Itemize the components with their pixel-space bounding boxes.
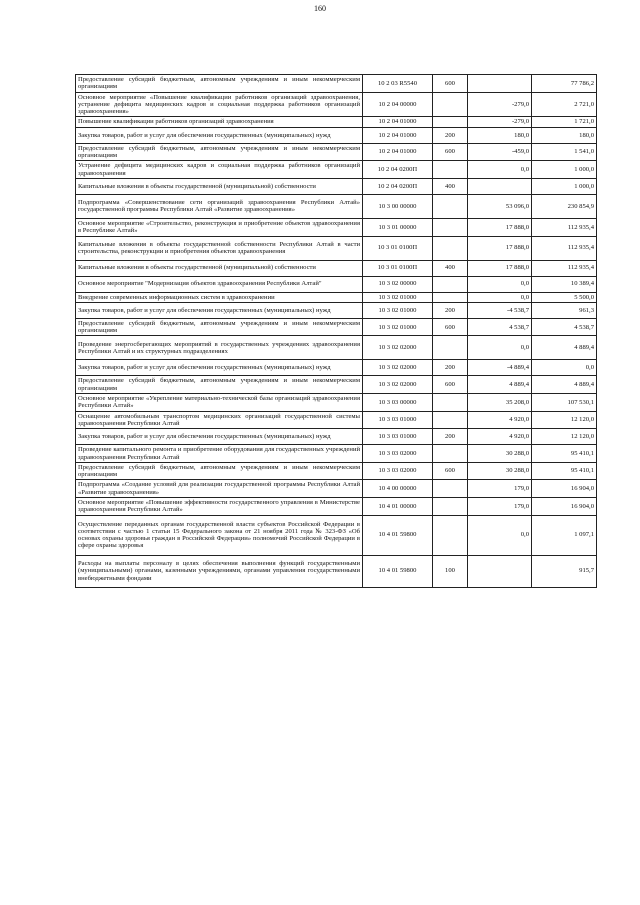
row-code-cell: 10 3 02 01000: [363, 302, 433, 318]
row-change-cell: 180,0: [468, 127, 532, 143]
row-code-cell: 10 2 04 01000: [363, 127, 433, 143]
row-code-cell: 10 3 03 02000: [363, 462, 433, 480]
row-change-cell: 4 920,0: [468, 429, 532, 445]
row-total-cell: 107 530,1: [532, 394, 597, 412]
table-row: [76, 143, 597, 161]
table-row: [76, 498, 597, 516]
table-row: [76, 411, 597, 429]
row-code-cell: 10 3 03 01000: [363, 429, 433, 445]
row-name-cell: Основное мероприятие "Модернизация объектов здравоохранения Республики Алтай": [76, 276, 363, 292]
row-change-cell: 4 889,4: [468, 376, 532, 394]
row-name-cell: Предоставление субсидий бюджетным, автономным учреждениям и иным некоммерческим организациям: [76, 75, 363, 93]
table-row: [76, 194, 597, 218]
row-expense-type-cell: [433, 411, 468, 429]
row-change-cell: 53 096,0: [468, 194, 532, 218]
table-row: [76, 515, 597, 555]
row-total-cell: 961,3: [532, 302, 597, 318]
table-row: [76, 336, 597, 360]
row-expense-type-cell: 200: [433, 302, 468, 318]
row-expense-type-cell: [433, 218, 468, 236]
row-total-cell: 5 500,0: [532, 292, 597, 302]
table-row: [76, 92, 597, 117]
row-change-cell: 17 888,0: [468, 236, 532, 260]
row-expense-type-cell: 600: [433, 462, 468, 480]
row-change-cell: 17 888,0: [468, 218, 532, 236]
row-change-cell: 0,0: [468, 276, 532, 292]
row-expense-type-cell: 600: [433, 75, 468, 93]
row-name-cell: Осуществление переданных органам государственной власти субъектов Российской Федерации в соответствии с частью 1 статьи 15 Федерального закона от 21 ноября 2011 года № 323-ФЗ «Об основах охраны здоровья граждан в Российской Федерации» полномочий Российской Федерации в сфере охраны здоровья: [76, 515, 363, 555]
row-total-cell: 95 410,1: [532, 462, 597, 480]
row-total-cell: 1 097,1: [532, 515, 597, 555]
row-change-cell: 0,0: [468, 161, 532, 179]
table-row: [76, 555, 597, 587]
row-code-cell: 10 3 02 01000: [363, 292, 433, 302]
table-row: [76, 394, 597, 412]
table-row: [76, 480, 597, 498]
row-name-cell: Проведение капитального ремонта и приобретение оборудования для государственных учреждений здравоохранения Республики Алтай: [76, 445, 363, 463]
row-name-cell: Предоставление субсидий бюджетным, автономным учреждениям и иным некоммерческим организациям: [76, 376, 363, 394]
row-name-cell: Основное мероприятие «Укрепление материально-технической базы организаций здравоохранения Республики Алтай»: [76, 394, 363, 412]
row-name-cell: Капитальные вложения в объекты государственной собственности Республики Алтай в части строительства, реконструкции и приобретения объектов здравоохранения: [76, 236, 363, 260]
table-row: [76, 218, 597, 236]
row-expense-type-cell: 100: [433, 555, 468, 587]
row-name-cell: Расходы на выплаты персоналу в целях обеспечения выполнения функций государственными (муниципальными) органами, казенными учреждениями, органами управления государственными внебюджетными фондами: [76, 555, 363, 587]
row-total-cell: 10 389,4: [532, 276, 597, 292]
row-name-cell: Предоставление субсидий бюджетным, автономным учреждениям и иным некоммерческим организациям: [76, 462, 363, 480]
row-change-cell: 4 920,0: [468, 411, 532, 429]
row-total-cell: 1 541,0: [532, 143, 597, 161]
row-name-cell: Оснащение автомобильным транспортом медицинских организаций государственной системы здравоохранения Республики Алтай: [76, 411, 363, 429]
row-code-cell: 10 4 00 00000: [363, 480, 433, 498]
row-name-cell: Закупка товаров, работ и услуг для обеспечения государственных (муниципальных) нужд: [76, 429, 363, 445]
table-row: [76, 260, 597, 276]
row-code-cell: 10 4 01 00000: [363, 498, 433, 516]
row-expense-type-cell: [433, 117, 468, 127]
row-change-cell: -4 538,7: [468, 302, 532, 318]
row-name-cell: Основное мероприятие «Повышение квалификации работников организаций здравоохранения, устранение дефицита медицинских кадров и социальная поддержка работников организаций здравоохранения»: [76, 92, 363, 117]
row-name-cell: Внедрение современных информационных систем в здравоохранении: [76, 292, 363, 302]
row-code-cell: 10 2 04 01000: [363, 117, 433, 127]
row-total-cell: 915,7: [532, 555, 597, 587]
table-row: [76, 117, 597, 127]
row-expense-type-cell: 600: [433, 318, 468, 336]
row-expense-type-cell: [433, 92, 468, 117]
row-expense-type-cell: 600: [433, 376, 468, 394]
table-row: [76, 236, 597, 260]
row-total-cell: 0,0: [532, 360, 597, 376]
row-code-cell: 10 2 04 00000: [363, 92, 433, 117]
row-code-cell: 10 3 01 00000: [363, 218, 433, 236]
row-name-cell: Повышение квалификации работников организаций здравоохранения: [76, 117, 363, 127]
table-row: [76, 376, 597, 394]
row-expense-type-cell: 600: [433, 143, 468, 161]
table-row: [76, 178, 597, 194]
row-code-cell: 10 2 04 01000: [363, 143, 433, 161]
row-total-cell: 12 120,0: [532, 429, 597, 445]
table-row: [76, 161, 597, 179]
row-total-cell: 16 904,0: [532, 498, 597, 516]
row-change-cell: [468, 555, 532, 587]
row-name-cell: Закупка товаров, работ и услуг для обеспечения государственных (муниципальных) нужд: [76, 127, 363, 143]
row-total-cell: 230 854,9: [532, 194, 597, 218]
row-expense-type-cell: [433, 498, 468, 516]
row-total-cell: 1 721,0: [532, 117, 597, 127]
row-expense-type-cell: 200: [433, 429, 468, 445]
row-code-cell: 10 3 01 0100П: [363, 236, 433, 260]
row-expense-type-cell: [433, 194, 468, 218]
row-change-cell: -4 889,4: [468, 360, 532, 376]
row-change-cell: 30 288,0: [468, 445, 532, 463]
row-expense-type-cell: [433, 161, 468, 179]
row-code-cell: 10 3 01 0100П: [363, 260, 433, 276]
row-change-cell: 30 288,0: [468, 462, 532, 480]
row-name-cell: Предоставление субсидий бюджетным, автономным учреждениям и иным некоммерческим организациям: [76, 143, 363, 161]
table-row: [76, 302, 597, 318]
row-code-cell: 10 4 01 59800: [363, 515, 433, 555]
row-change-cell: 179,0: [468, 498, 532, 516]
row-total-cell: 1 000,0: [532, 161, 597, 179]
row-name-cell: Капитальные вложения в объекты государственной (муниципальной) собственности: [76, 178, 363, 194]
row-code-cell: 10 3 02 02000: [363, 336, 433, 360]
row-code-cell: 10 3 02 00000: [363, 276, 433, 292]
row-name-cell: Закупка товаров, работ и услуг для обеспечения государственных (муниципальных) нужд: [76, 360, 363, 376]
row-total-cell: 112 935,4: [532, 260, 597, 276]
row-expense-type-cell: 200: [433, 360, 468, 376]
table-row: [76, 75, 597, 93]
row-expense-type-cell: [433, 394, 468, 412]
row-change-cell: 179,0: [468, 480, 532, 498]
row-name-cell: Проведение энергосберегающих мероприятий в государственных учреждениях здравоохранения Республики Алтай и их структурных подразделениях: [76, 336, 363, 360]
row-expense-type-cell: [433, 515, 468, 555]
row-total-cell: 4 889,4: [532, 376, 597, 394]
row-total-cell: 180,0: [532, 127, 597, 143]
row-total-cell: 16 904,0: [532, 480, 597, 498]
row-total-cell: 1 000,0: [532, 178, 597, 194]
row-change-cell: -459,0: [468, 143, 532, 161]
row-name-cell: Основное мероприятие «Повышение эффективности государственного управления в Министерстве здравоохранения Республики Алтай»: [76, 498, 363, 516]
table-row: [76, 445, 597, 463]
budget-table-body: [76, 75, 597, 588]
row-total-cell: 4 889,4: [532, 336, 597, 360]
row-code-cell: 10 4 01 59800: [363, 555, 433, 587]
row-code-cell: 10 2 04 0200П: [363, 178, 433, 194]
row-change-cell: 0,0: [468, 336, 532, 360]
row-code-cell: 10 3 03 00000: [363, 394, 433, 412]
row-name-cell: Устранение дефицита медицинских кадров и социальная поддержка работников организаций здравоохранения: [76, 161, 363, 179]
row-total-cell: 95 410,1: [532, 445, 597, 463]
row-code-cell: 10 3 02 02000: [363, 376, 433, 394]
table-row: [76, 127, 597, 143]
row-code-cell: 10 3 02 02000: [363, 360, 433, 376]
row-total-cell: 77 786,2: [532, 75, 597, 93]
row-change-cell: 0,0: [468, 515, 532, 555]
row-code-cell: 10 2 03 R5540: [363, 75, 433, 93]
row-change-cell: [468, 75, 532, 93]
page-number: 160: [314, 4, 326, 13]
row-expense-type-cell: 200: [433, 127, 468, 143]
row-expense-type-cell: [433, 480, 468, 498]
row-change-cell: 17 888,0: [468, 260, 532, 276]
row-code-cell: 10 3 03 01000: [363, 411, 433, 429]
row-expense-type-cell: [433, 445, 468, 463]
row-code-cell: 10 2 04 0200П: [363, 161, 433, 179]
table-row: [76, 292, 597, 302]
row-code-cell: 10 3 00 00000: [363, 194, 433, 218]
row-change-cell: -279,0: [468, 92, 532, 117]
row-name-cell: Основное мероприятие «Строительство, реконструкция и приобретение объектов здравоохранения в Республике Алтай»: [76, 218, 363, 236]
row-name-cell: Закупка товаров, работ и услуг для обеспечения государственных (муниципальных) нужд: [76, 302, 363, 318]
table-row: [76, 360, 597, 376]
table-row: [76, 462, 597, 480]
row-total-cell: 2 721,0: [532, 92, 597, 117]
row-name-cell: Подпрограмма «Создание условий для реализации государственной программы Республики Алтай «Развитие здравоохранения»: [76, 480, 363, 498]
budget-table: [75, 74, 597, 588]
row-name-cell: Предоставление субсидий бюджетным, автономным учреждениям и иным некоммерческим организациям: [76, 318, 363, 336]
row-change-cell: 35 208,0: [468, 394, 532, 412]
table-row: [76, 429, 597, 445]
row-expense-type-cell: [433, 292, 468, 302]
row-expense-type-cell: [433, 236, 468, 260]
row-expense-type-cell: [433, 276, 468, 292]
row-expense-type-cell: 400: [433, 178, 468, 194]
row-total-cell: 112 935,4: [532, 218, 597, 236]
row-change-cell: 4 538,7: [468, 318, 532, 336]
row-code-cell: 10 3 02 01000: [363, 318, 433, 336]
table-row: [76, 276, 597, 292]
table-row: [76, 318, 597, 336]
row-expense-type-cell: 400: [433, 260, 468, 276]
row-name-cell: Капитальные вложения в объекты государственной (муниципальной) собственности: [76, 260, 363, 276]
row-expense-type-cell: [433, 336, 468, 360]
row-name-cell: Подпрограмма «Совершенствование сети организаций здравоохранения Республики Алтай» государственной программы Республики Алтай «Развитие здравоохранения»: [76, 194, 363, 218]
row-total-cell: 112 935,4: [532, 236, 597, 260]
row-code-cell: 10 3 03 02000: [363, 445, 433, 463]
row-change-cell: -279,0: [468, 117, 532, 127]
row-change-cell: 0,0: [468, 292, 532, 302]
row-total-cell: 12 120,0: [532, 411, 597, 429]
row-change-cell: [468, 178, 532, 194]
row-total-cell: 4 538,7: [532, 318, 597, 336]
